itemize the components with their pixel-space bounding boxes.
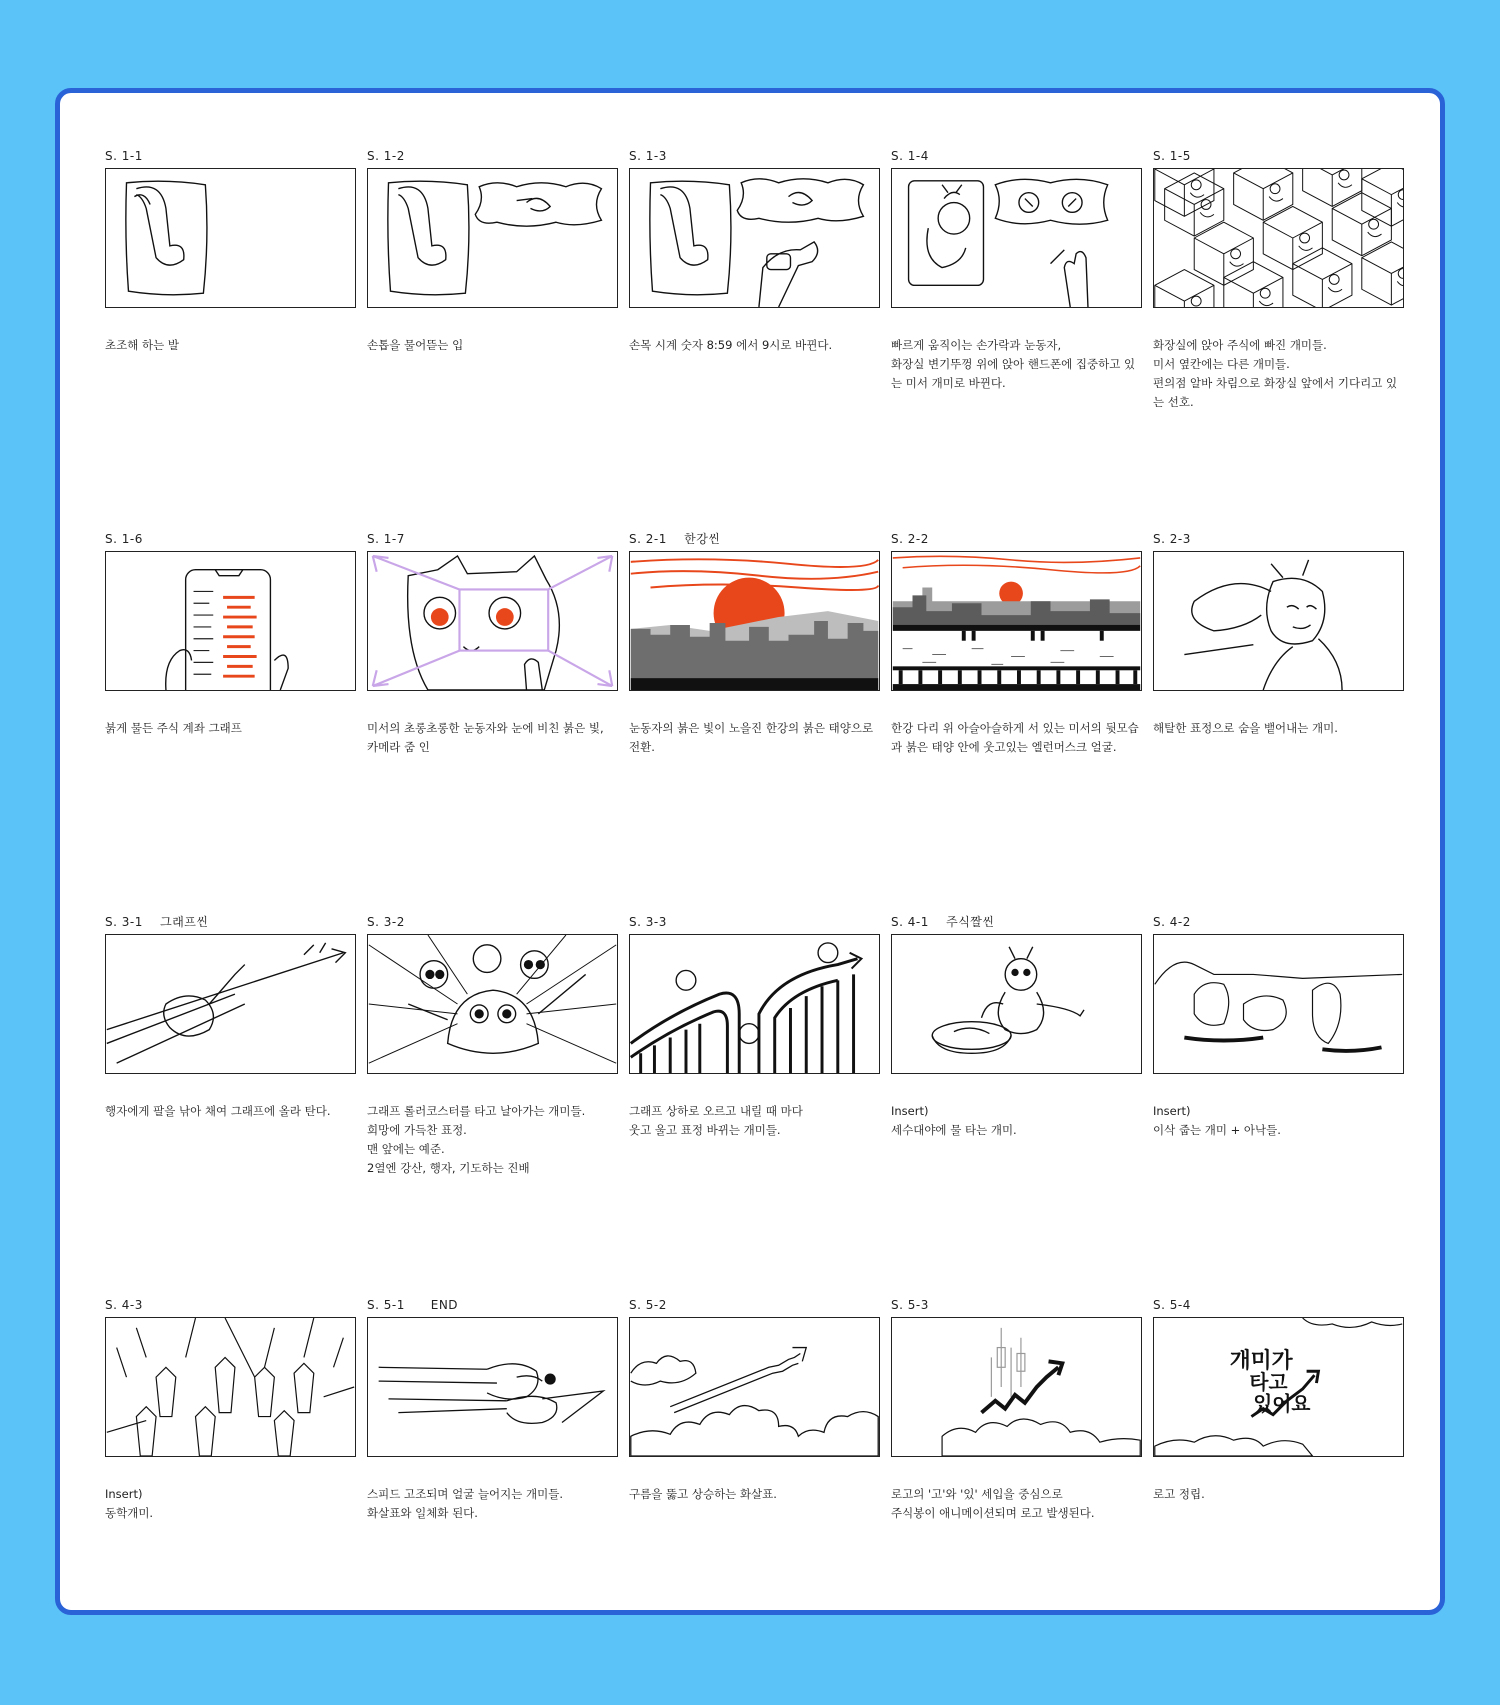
scene-label: S. 3-3 xyxy=(629,915,667,929)
scene-description: 미서의 초롱초롱한 눈동자와 눈에 비친 붉은 빛, 카메라 줌 인 xyxy=(367,721,604,754)
storyboard-grid xyxy=(105,148,1404,1680)
scene-description: 손톱을 물어뜯는 입 xyxy=(367,338,464,352)
scene-frame-eyes-zoom xyxy=(367,551,618,691)
scene-label: S. 5-4 xyxy=(1153,1298,1191,1312)
scene-description: 행자에게 팔을 낚아 채여 그래프에 올라 탄다. xyxy=(105,1104,331,1118)
scene-description: 손목 시계 숫자 8:59 에서 9시로 바뀐다. xyxy=(629,338,833,352)
scene-label: S. 3-1 그래프씬 xyxy=(105,915,209,929)
scene-description: 눈동자의 붉은 빛이 노을진 한강의 붉은 태양으로 전환. xyxy=(629,721,874,754)
scene-1-7 xyxy=(367,531,618,914)
scene-label: S. 2-3 xyxy=(1153,532,1191,546)
scene-description: 그래프 롤러코스터를 타고 날아가는 개미들. 희망에 가득찬 표정. 맨 앞에는 예준. 2열엔 강산, 행자, 기도하는 진배 xyxy=(367,1104,586,1175)
logo-text-line3: 있어요 xyxy=(1253,1392,1311,1416)
scene-label: S. 4-1 주식짤씬 xyxy=(891,915,995,929)
scene-label: S. 1-5 xyxy=(1153,149,1191,163)
scene-frame-toilet-cubicles xyxy=(1153,168,1404,308)
scene-label: S. 3-2 xyxy=(367,915,405,929)
scene-description: Insert) 세수대야에 물 타는 개미. xyxy=(891,1104,1017,1137)
scene-1-1 xyxy=(105,148,356,531)
scene-label: S. 2-1 한강씬 xyxy=(629,532,721,546)
scene-5-1 xyxy=(367,1297,618,1680)
scene-frame-donghak-ants xyxy=(105,1317,356,1457)
scene-description: 붉게 물든 주식 계좌 그래프 xyxy=(105,721,242,735)
scene-description: 한강 다리 위 아슬아슬하게 서 있는 미서의 뒷모습과 붉은 태양 안에 웃고있는 엘런머스크 얼굴. xyxy=(891,721,1139,754)
scene-frame-graph-ride xyxy=(105,934,356,1074)
scene-label: S. 1-3 xyxy=(629,149,667,163)
scene-5-2 xyxy=(629,1297,880,1680)
scene-frame-sunset-city xyxy=(629,551,880,691)
scene-1-3 xyxy=(629,148,880,531)
scene-label: S. 4-3 xyxy=(105,1298,143,1312)
scene-description: 구름을 뚫고 상승하는 화살표. xyxy=(629,1487,777,1501)
scene-label: S. 1-2 xyxy=(367,149,405,163)
scene-5-3 xyxy=(891,1297,1142,1680)
logo-text-line1: 개미가 xyxy=(1229,1348,1293,1374)
scene-4-2 xyxy=(1153,914,1404,1297)
scene-frame-mouth xyxy=(367,168,618,308)
scene-1-4 xyxy=(891,148,1142,531)
scene-frame-final-logo xyxy=(1153,1317,1404,1457)
scene-label: S. 1-4 xyxy=(891,149,929,163)
scene-1-2 xyxy=(367,148,618,531)
storyboard-sheet xyxy=(55,88,1445,1615)
scene-description: Insert) 동학개미. xyxy=(105,1487,154,1520)
scene-frame-relieved-ant xyxy=(1153,551,1404,691)
scene-5-4 xyxy=(1153,1297,1404,1680)
scene-description: 빠르게 움직이는 손가락과 눈동자, 화장실 변기뚜껑 위에 앉아 핸드폰에 집중하고 있는 미서 개미로 바뀐다. xyxy=(891,338,1136,390)
scene-frame-stock-account xyxy=(105,551,356,691)
scene-1-6 xyxy=(105,531,356,914)
scene-label: S. 4-2 xyxy=(1153,915,1191,929)
scene-label: S. 5-1 END xyxy=(367,1298,459,1312)
scene-label: S. 5-3 xyxy=(891,1298,929,1312)
scene-description: 스피드 고조되며 얼굴 늘어지는 개미들. 화살표와 일체화 된다. xyxy=(367,1487,564,1520)
scene-description: 해탈한 표정으로 숨을 뱉어내는 개미. xyxy=(1153,721,1338,735)
scene-4-3 xyxy=(105,1297,356,1680)
scene-2-2 xyxy=(891,531,1142,914)
scene-frame-arrow-clouds xyxy=(629,1317,880,1457)
scene-frame-han-bridge xyxy=(891,551,1142,691)
scene-frame-basin-ant xyxy=(891,934,1142,1074)
logo-text-line2: 타고 xyxy=(1249,1370,1288,1394)
scene-frame-speed-arrow xyxy=(367,1317,618,1457)
scene-frame-roller-coaster xyxy=(367,934,618,1074)
scene-3-2 xyxy=(367,914,618,1297)
scene-4-1 xyxy=(891,914,1142,1297)
scene-frame-graph-ups-downs xyxy=(629,934,880,1074)
scene-description: 로고의 '고'와 '있' 세입을 중심으로 주식봉이 애니메이션되며 로고 발생된다. xyxy=(891,1487,1095,1520)
scene-label: S. 1-6 xyxy=(105,532,143,546)
scene-frame-foot xyxy=(105,168,356,308)
scene-frame-watch xyxy=(629,168,880,308)
scene-3-3 xyxy=(629,914,880,1297)
scene-description: 그래프 상하로 오르고 내릴 때 마다 웃고 울고 표정 바뀌는 개미들. xyxy=(629,1104,803,1137)
scene-frame-phone-eyes xyxy=(891,168,1142,308)
scene-frame-candles-logo xyxy=(891,1317,1142,1457)
scene-2-1 xyxy=(629,531,880,914)
scene-frame-gleaners xyxy=(1153,934,1404,1074)
scene-label: S. 5-2 xyxy=(629,1298,667,1312)
scene-description: Insert) 이삭 줍는 개미 + 아낙들. xyxy=(1153,1104,1281,1137)
scene-label: S. 1-7 xyxy=(367,532,405,546)
scene-description: 로고 정립. xyxy=(1153,1487,1205,1501)
scene-2-3 xyxy=(1153,531,1404,914)
scene-3-1 xyxy=(105,914,356,1297)
scene-description: 초조해 하는 발 xyxy=(105,338,179,352)
scene-1-5 xyxy=(1153,148,1404,531)
scene-label: S. 2-2 xyxy=(891,532,929,546)
scene-label: S. 1-1 xyxy=(105,149,143,163)
scene-description: 화장실에 앉아 주식에 빠진 개미들. 미서 옆칸에는 다른 개미들. 편의점 알바 차림으로 화장실 앞에서 기다리고 있는 선호. xyxy=(1153,338,1398,409)
